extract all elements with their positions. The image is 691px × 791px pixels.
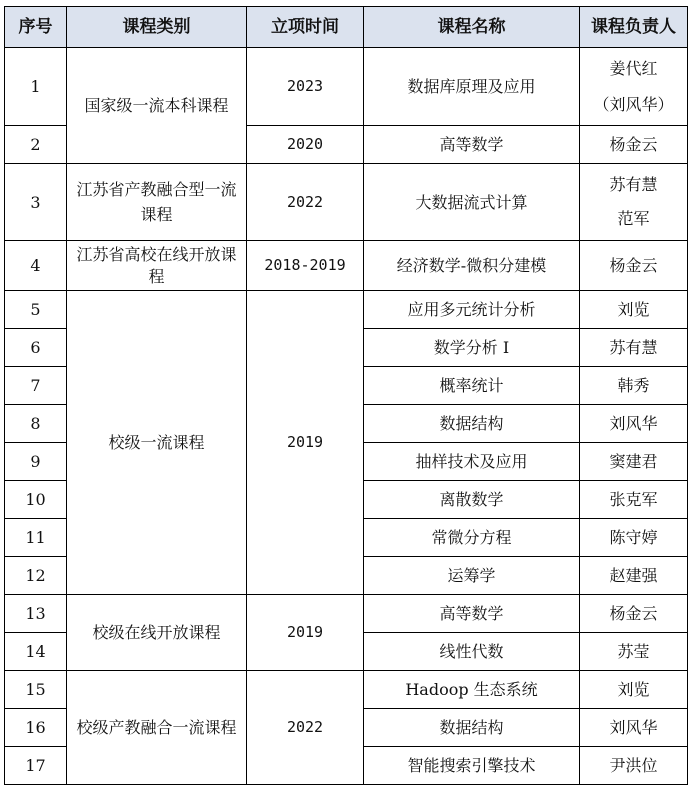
- cell-year: 2022: [247, 671, 364, 785]
- cell-no: 2: [5, 126, 67, 164]
- table-row: [5, 241, 688, 291]
- cell-course: 数学分析 I: [364, 329, 580, 367]
- header-no: 序号: [5, 7, 67, 48]
- cell-lead: 苏有慧: [580, 329, 688, 367]
- cell-course: 数据结构: [364, 405, 580, 443]
- table-row: [5, 291, 688, 329]
- cell-course: 经济数学-微积分建模: [364, 241, 580, 291]
- header-course: 课程名称: [364, 7, 580, 48]
- cell-category: 校级一流课程: [67, 291, 247, 595]
- cell-course: 抽样技术及应用: [364, 443, 580, 481]
- cell-course: 数据结构: [364, 709, 580, 747]
- cell-category: 国家级一流本科课程: [67, 48, 247, 164]
- cell-year: 2018-2019: [247, 241, 364, 291]
- cell-course: 运筹学: [364, 557, 580, 595]
- cell-course: 高等数学: [364, 595, 580, 633]
- cell-lead: 苏莹: [580, 633, 688, 671]
- cell-lead: 张克军: [580, 481, 688, 519]
- cell-course: 数据库原理及应用: [364, 48, 580, 126]
- header-category: 课程类别: [67, 7, 247, 48]
- cell-no: 7: [5, 367, 67, 405]
- header-row: [5, 7, 688, 48]
- header-year: 立项时间: [247, 7, 364, 48]
- cell-no: 13: [5, 595, 67, 633]
- course-table: [4, 6, 688, 785]
- cell-course: 概率统计: [364, 367, 580, 405]
- cell-course: 应用多元统计分析: [364, 291, 580, 329]
- cell-lead: 陈守婷: [580, 519, 688, 557]
- cell-no: 15: [5, 671, 67, 709]
- cell-no: 12: [5, 557, 67, 595]
- cell-no: 14: [5, 633, 67, 671]
- table-row: [5, 595, 688, 633]
- cell-lead: 杨金云: [580, 241, 688, 291]
- cell-year: 2019: [247, 291, 364, 595]
- cell-no: 10: [5, 481, 67, 519]
- table-row: [5, 671, 688, 709]
- table-row: [5, 48, 688, 126]
- cell-lead: 刘风华: [580, 709, 688, 747]
- cell-no: 16: [5, 709, 67, 747]
- cell-lead: 刘览: [580, 671, 688, 709]
- cell-no: 11: [5, 519, 67, 557]
- cell-no: 9: [5, 443, 67, 481]
- cell-category: 江苏省高校在线开放课程: [67, 241, 247, 291]
- cell-no: 4: [5, 241, 67, 291]
- cell-no: 3: [5, 164, 67, 241]
- cell-no: 17: [5, 747, 67, 785]
- cell-no: 1: [5, 48, 67, 126]
- cell-lead: 刘览: [580, 291, 688, 329]
- cell-year: 2019: [247, 595, 364, 671]
- cell-course: Hadoop 生态系统: [364, 671, 580, 709]
- cell-category: 校级产教融合一流课程: [67, 671, 247, 785]
- cell-lead: 苏有慧 范军: [580, 164, 688, 241]
- table-row: [5, 164, 688, 241]
- cell-no: 5: [5, 291, 67, 329]
- cell-course: 常微分方程: [364, 519, 580, 557]
- cell-course: 离散数学: [364, 481, 580, 519]
- cell-lead: 赵建强: [580, 557, 688, 595]
- cell-lead: 杨金云: [580, 126, 688, 164]
- cell-lead: 姜代红 （刘风华）: [580, 48, 688, 126]
- cell-course: 线性代数: [364, 633, 580, 671]
- cell-course: 大数据流式计算: [364, 164, 580, 241]
- cell-category: 校级在线开放课程: [67, 595, 247, 671]
- cell-lead: 窦建君: [580, 443, 688, 481]
- header-lead: 课程负责人: [580, 7, 688, 48]
- cell-lead: 刘风华: [580, 405, 688, 443]
- cell-category: 江苏省产教融合型一流课程: [67, 164, 247, 241]
- cell-no: 8: [5, 405, 67, 443]
- cell-lead: 韩秀: [580, 367, 688, 405]
- cell-course: 高等数学: [364, 126, 580, 164]
- cell-course: 智能搜索引擎技术: [364, 747, 580, 785]
- cell-no: 6: [5, 329, 67, 367]
- cell-lead: 尹洪位: [580, 747, 688, 785]
- cell-year: 2022: [247, 164, 364, 241]
- cell-lead: 杨金云: [580, 595, 688, 633]
- cell-year: 2023: [247, 48, 364, 126]
- cell-year: 2020: [247, 126, 364, 164]
